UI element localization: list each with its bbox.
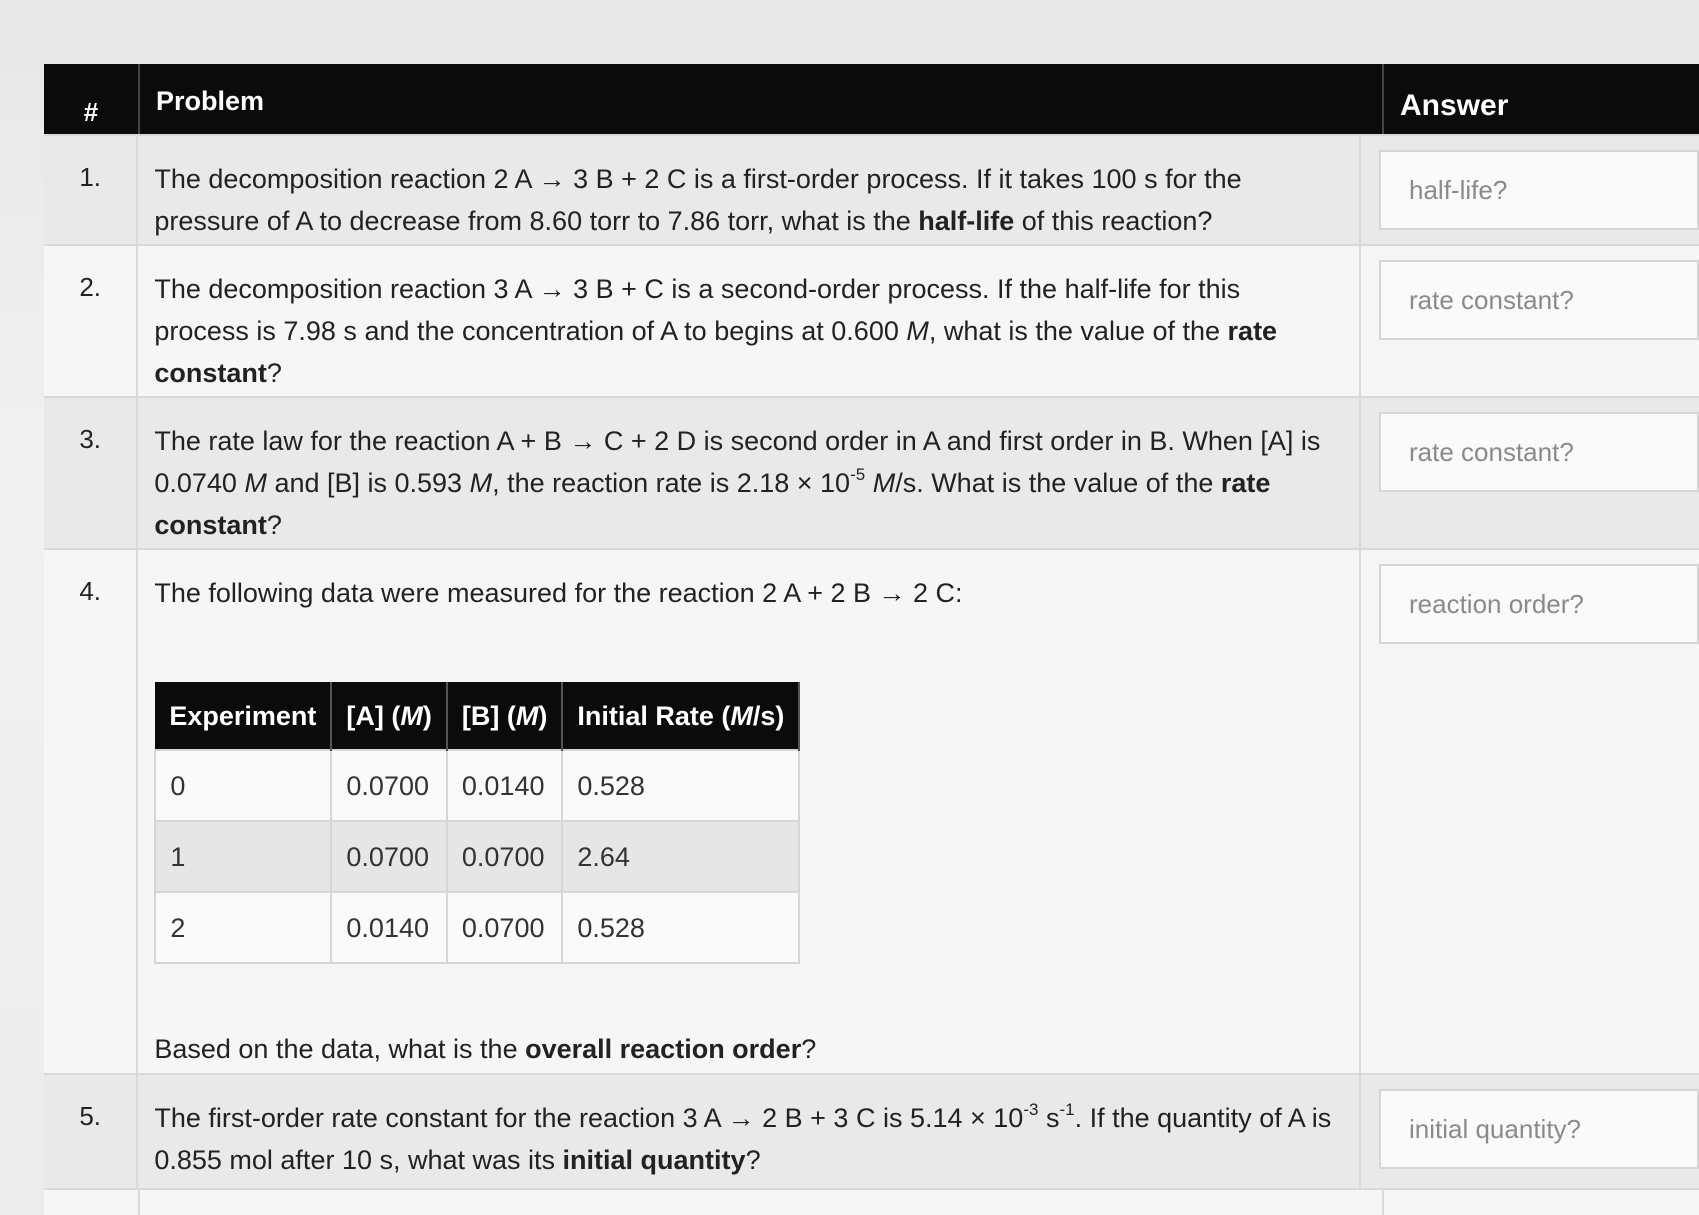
unit: M — [244, 468, 267, 498]
problem-question — [154, 1028, 1341, 1070]
bold-keyword: overall reaction order — [525, 1034, 802, 1064]
table-row — [155, 892, 799, 963]
answer-cell — [1361, 246, 1699, 396]
text-segment: s — [1038, 1103, 1060, 1133]
text-segment: /s. What is the value of the — [895, 468, 1221, 498]
problem-row-6-partial — [44, 1188, 1699, 1215]
header-text: /s) — [752, 700, 785, 731]
data-table-header — [155, 682, 799, 750]
answer-cell-empty — [1384, 1190, 1699, 1215]
table-row — [155, 750, 799, 821]
text-segment: The rate law for the reaction A + B → C + 2 D is second order in A and first order in B. When [A] is 0.0740 — [154, 426, 1321, 498]
problem-row-4 — [44, 548, 1699, 1073]
problem-text — [138, 136, 1361, 244]
problem-number: 4. — [44, 550, 138, 1073]
header-text: ) — [422, 700, 432, 731]
col-b-conc — [447, 682, 562, 750]
text-segment: of this reaction? — [1014, 206, 1213, 236]
unit: M — [400, 700, 423, 731]
problem-number-empty — [44, 1190, 140, 1215]
text-segment: , what is the value of the — [928, 316, 1228, 346]
problem-number: 2. — [44, 246, 138, 396]
exponent: -1 — [1059, 1100, 1075, 1119]
experiment-data-table — [154, 682, 800, 964]
header-text: [A] ( — [346, 700, 401, 731]
exponent: -3 — [1023, 1100, 1039, 1119]
problem-number: 5. — [44, 1075, 138, 1188]
problem-row-1 — [44, 134, 1699, 244]
header-text: ) — [538, 700, 548, 731]
problem-intro: The following data were measured for the reaction 2 A + 2 B → 2 C: — [154, 578, 963, 608]
text-segment: The decomposition reaction 2 A → 3 B + 2 C is a first-order process. If it takes 100 s for the pressure of A to decrease from 8.60 torr to 7.86 torr, what is the — [154, 164, 1242, 236]
header-problem: Problem — [140, 64, 1384, 134]
text-segment: ? — [745, 1145, 761, 1175]
problem-text — [138, 398, 1361, 548]
unit: M — [469, 468, 493, 498]
problem-text — [138, 550, 1361, 1073]
problem-row-5 — [44, 1073, 1699, 1188]
table-cell: 0.0700 — [331, 750, 446, 821]
table-cell: 0.528 — [562, 892, 799, 963]
problem-text — [138, 1075, 1361, 1188]
problem-number: 3. — [44, 398, 138, 548]
bold-keyword: rate constant — [154, 316, 1278, 388]
problem-text-empty — [140, 1190, 1384, 1215]
answer-input-rate-constant[interactable]: rate constant? — [1379, 412, 1699, 492]
table-cell: 2 — [155, 892, 331, 963]
text-segment: ? — [266, 510, 282, 540]
col-a-conc — [331, 682, 446, 750]
problem-text — [138, 246, 1361, 396]
unit: M — [515, 700, 539, 731]
table-cell: 0.0140 — [447, 750, 562, 821]
exponent: -5 — [850, 465, 866, 484]
col-experiment — [155, 682, 331, 750]
answer-input-initial-quantity[interactable]: initial quantity? — [1379, 1089, 1699, 1169]
header-number: # — [44, 64, 140, 134]
bold-keyword: half-life — [918, 206, 1015, 236]
table-cell: 1 — [155, 821, 331, 892]
problem-table — [44, 64, 1699, 1215]
unit: M — [906, 316, 929, 346]
text-segment: . If the quantity of A is 0.855 mol after 10 s, what was its — [154, 1103, 1332, 1175]
unit: M — [865, 468, 896, 498]
answer-input-rate-constant[interactable]: rate constant? — [1379, 260, 1699, 340]
text-segment: , the reaction rate is 2.18 × 10 — [492, 468, 851, 498]
text-segment: The first-order rate constant for the reaction 3 A → 2 B + 3 C is 5.14 × 10 — [154, 1103, 1024, 1133]
unit: M — [730, 700, 753, 731]
answer-cell — [1361, 398, 1699, 548]
answer-cell — [1361, 550, 1699, 1073]
text-segment: Based on the data, what is the — [154, 1034, 526, 1064]
table-row — [155, 821, 799, 892]
table-cell: 0 — [155, 750, 331, 821]
header-text: Initial Rate ( — [577, 700, 731, 731]
bold-keyword: rate constant — [154, 468, 1271, 540]
table-cell: 0.528 — [562, 750, 799, 821]
text-segment: and [B] is 0.593 — [266, 468, 470, 498]
text-segment: ? — [801, 1034, 817, 1064]
header-text: [B] ( — [461, 700, 516, 731]
answer-input-half-life[interactable]: half-life? — [1379, 150, 1699, 230]
text-segment: ? — [266, 358, 282, 388]
problem-row-3 — [44, 396, 1699, 548]
table-cell: 0.0700 — [331, 821, 446, 892]
problem-row-2 — [44, 244, 1699, 396]
text-segment: The decomposition reaction 3 A → 3 B + C is a second-order process. If the half-life for this process is 7.98 s and the concentration of A to begins at 0.600 — [154, 274, 1241, 346]
table-cell: 0.0140 — [331, 892, 446, 963]
col-initial-rate — [562, 682, 799, 750]
header-answer: Answer — [1400, 89, 1509, 122]
problem-number: 1. — [44, 136, 138, 244]
answer-cell — [1361, 1075, 1699, 1188]
table-header — [44, 64, 1699, 134]
answer-cell — [1361, 136, 1699, 244]
table-cell: 2.64 — [562, 821, 799, 892]
bold-keyword: initial quantity — [562, 1145, 746, 1175]
table-cell: 0.0700 — [447, 821, 562, 892]
table-cell: 0.0700 — [447, 892, 562, 963]
header-text: Experiment — [169, 700, 317, 731]
answer-input-reaction-order[interactable]: reaction order? — [1379, 564, 1699, 644]
